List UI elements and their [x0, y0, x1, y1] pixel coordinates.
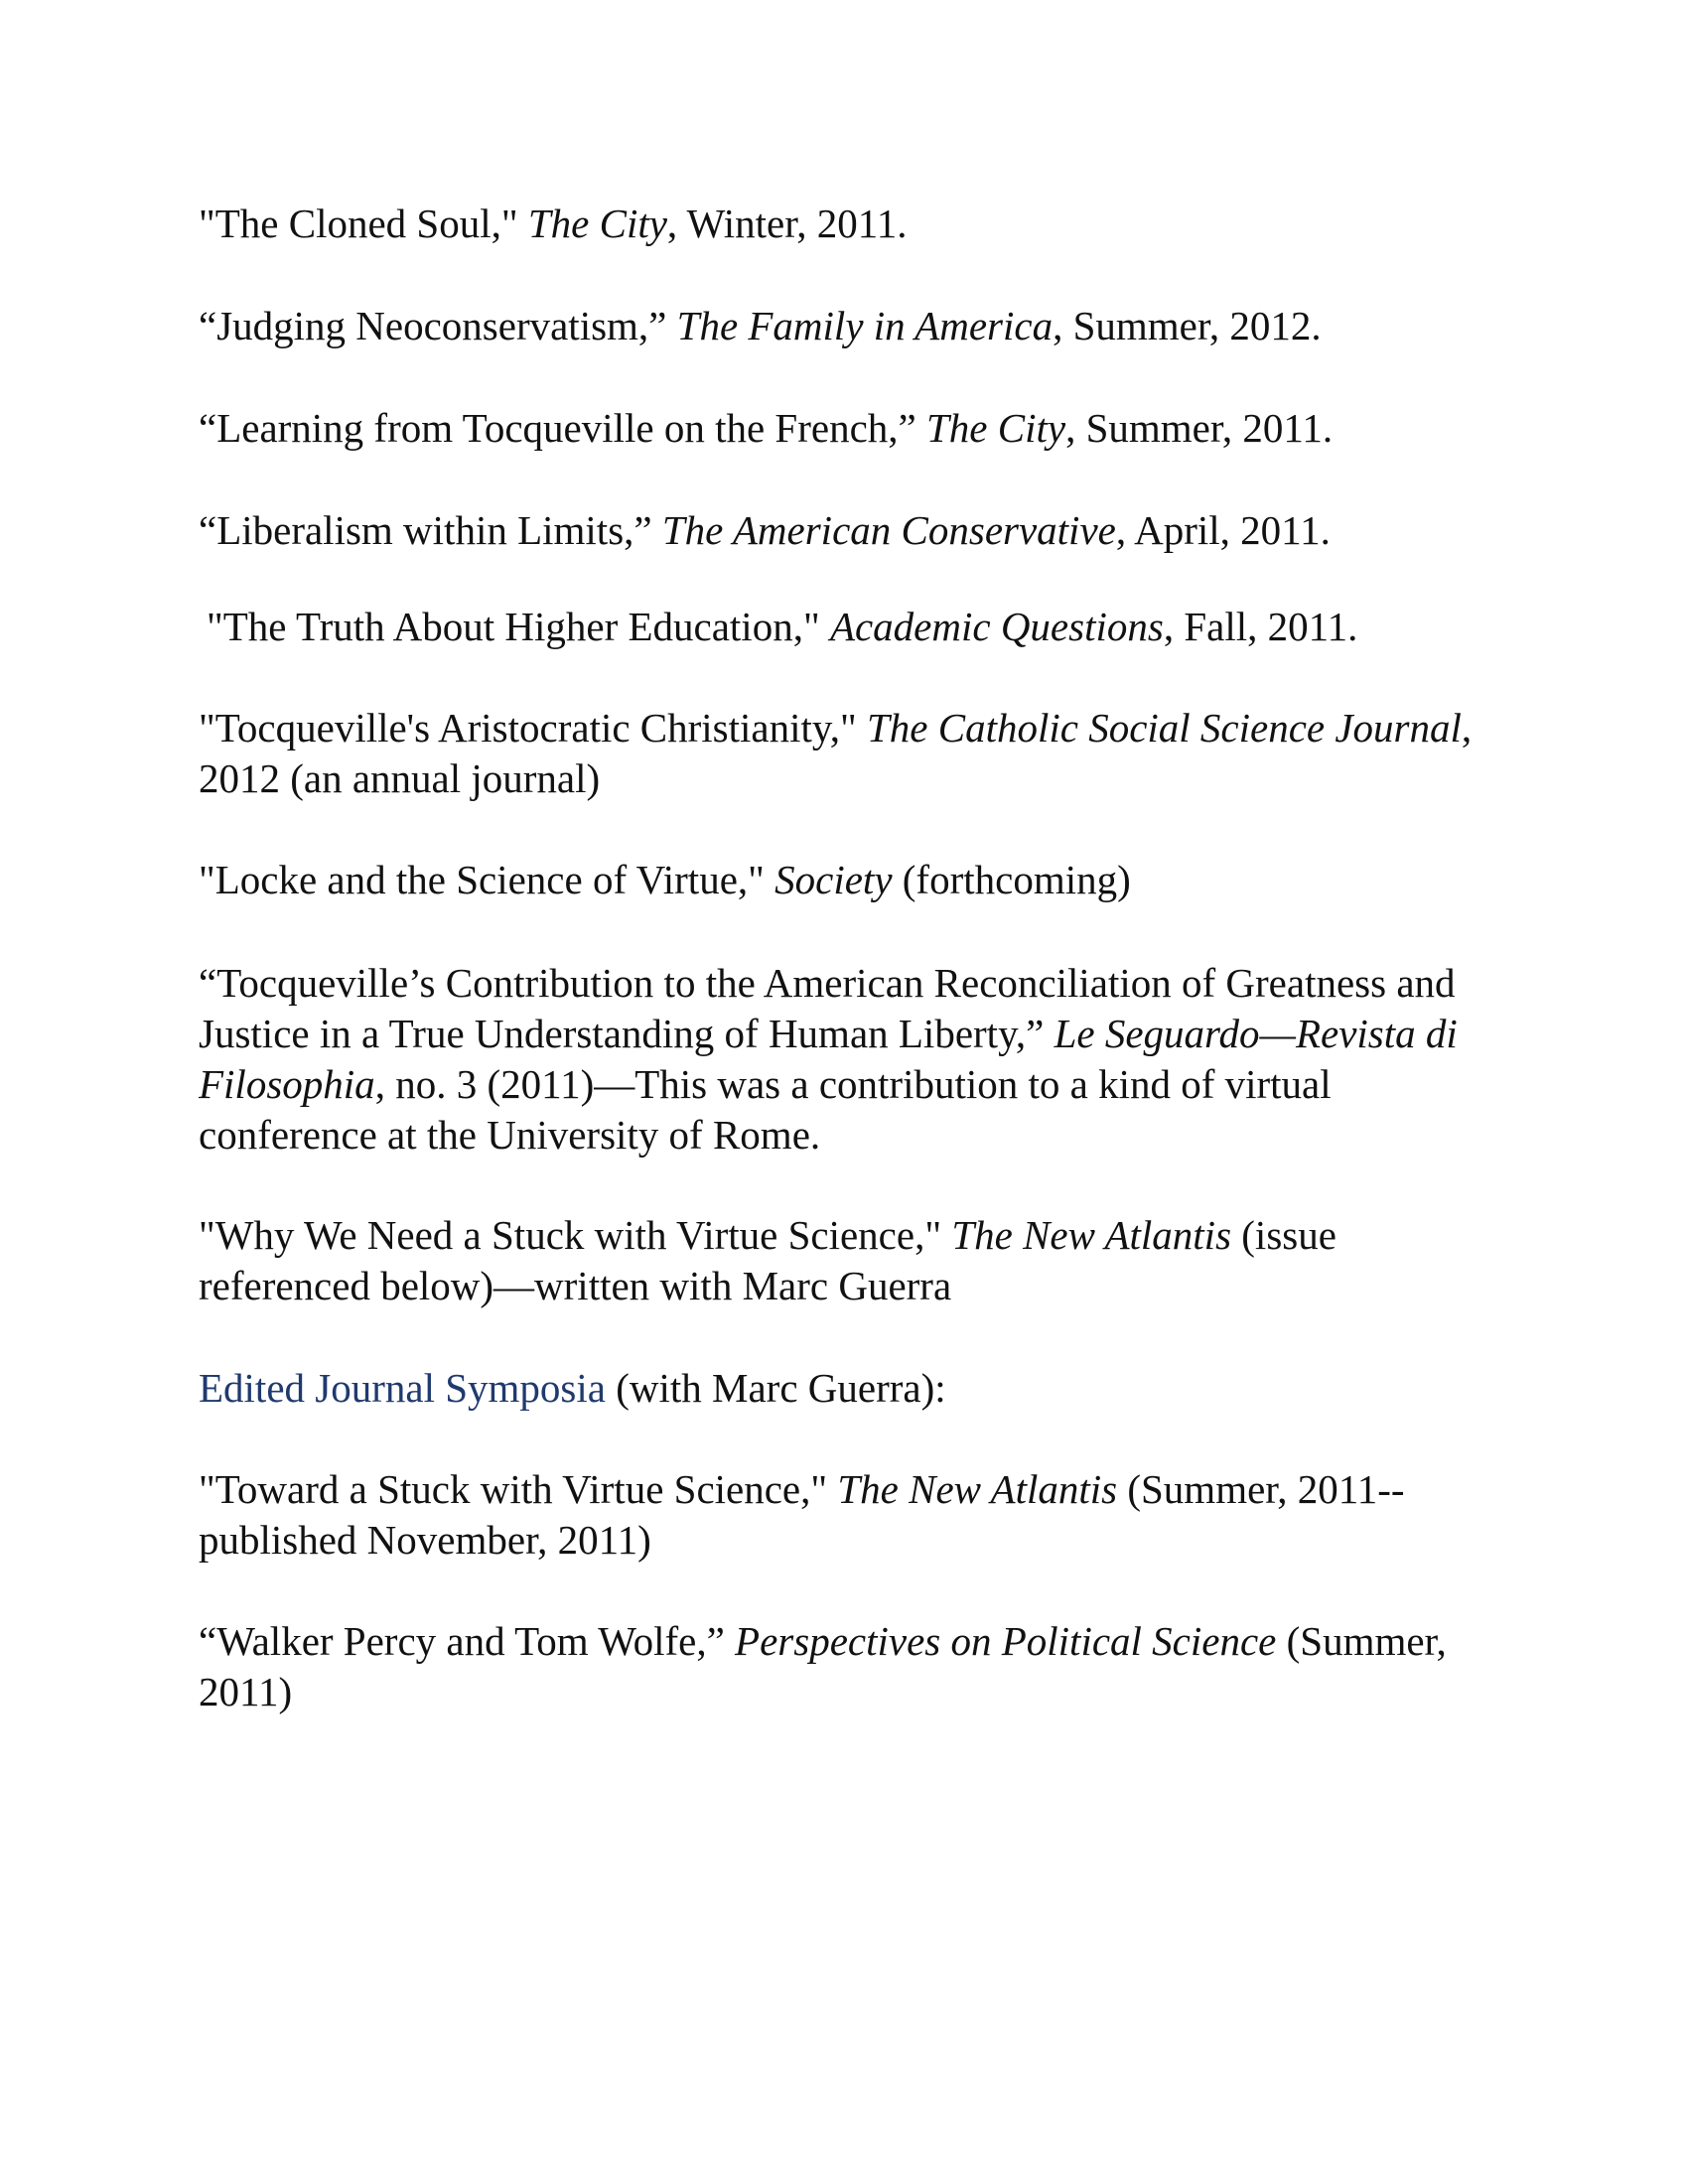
article-title: "Tocqueville's Aristocratic Christianity," [199, 705, 857, 751]
article-title: "Toward a Stuck with Virtue Science," [199, 1466, 828, 1512]
citation-details: , Summer, 2012. [1053, 303, 1322, 348]
citation-entry [199, 199, 1509, 249]
journal-name: The American Conservative [661, 507, 1116, 553]
journal-name: The Catholic Social Science Journal [866, 705, 1462, 751]
journal-name: Society [774, 857, 893, 902]
citation-details: , Winter, 2011. [666, 201, 908, 246]
section-heading-details: (with Marc Guerra): [605, 1365, 946, 1411]
citation-entry [199, 403, 1509, 454]
article-title: “Liberalism within Limits,” [199, 507, 652, 553]
article-title: “Learning from Tocqueville on the French,” [199, 405, 916, 451]
citation-details: , no. 3 (2011)—This was a contribution to a kind of virtual conference at the University of Rome. [199, 1061, 1332, 1158]
citation-details: (Summer, 2011) [199, 1618, 1447, 1714]
citation-entry [199, 1210, 1509, 1311]
symposium-entry [199, 1616, 1509, 1717]
article-title: “Walker Percy and Tom Wolfe,” [199, 1618, 725, 1664]
article-title: “Judging Neoconservatism,” [199, 303, 667, 348]
article-title: “Tocqueville’s Contribution to the American Reconciliation of Greatness and Justice in a True Understanding of Human Liberty,” [199, 960, 1456, 1056]
article-title: "Locke and the Science of Virtue," [199, 857, 765, 902]
section-heading [199, 1363, 1509, 1414]
citation-details: , Summer, 2011. [1065, 405, 1334, 451]
journal-name: The New Atlantis [837, 1466, 1118, 1512]
citation-details: (issue referenced below)—written with Marc Guerra [199, 1212, 1336, 1308]
symposia-link[interactable]: Edited Journal Symposia [199, 1365, 606, 1411]
journal-name: The City [527, 201, 667, 246]
journal-name: The Family in America [676, 303, 1054, 348]
citation-entry [199, 505, 1509, 556]
citation-entry [199, 855, 1509, 905]
journal-name: The New Atlantis [951, 1212, 1232, 1258]
citation-entry [199, 958, 1509, 1160]
citation-entry [199, 703, 1509, 804]
citation-entry [199, 301, 1509, 351]
citation-details: (forthcoming) [892, 857, 1131, 902]
citation-details: , April, 2011. [1115, 507, 1331, 553]
citation-details: , Fall, 2011. [1163, 604, 1358, 649]
article-title: "The Cloned Soul," [199, 201, 518, 246]
journal-name: Perspectives on Political Science [735, 1618, 1277, 1664]
article-title: "The Truth About Higher Education," [207, 604, 820, 649]
symposium-entry [199, 1464, 1509, 1566]
citation-details: , 2012 (an annual journal) [199, 705, 1473, 801]
article-title: "Why We Need a Stuck with Virtue Science," [199, 1212, 942, 1258]
journal-name: The City [925, 405, 1066, 451]
citation-details: (Summer, 2011--published November, 2011) [199, 1466, 1405, 1563]
journal-name: Academic Questions [829, 604, 1164, 649]
journal-name: Le Seguardo—Revista di Filosophia [199, 1011, 1458, 1107]
citation-entry [207, 602, 1517, 652]
